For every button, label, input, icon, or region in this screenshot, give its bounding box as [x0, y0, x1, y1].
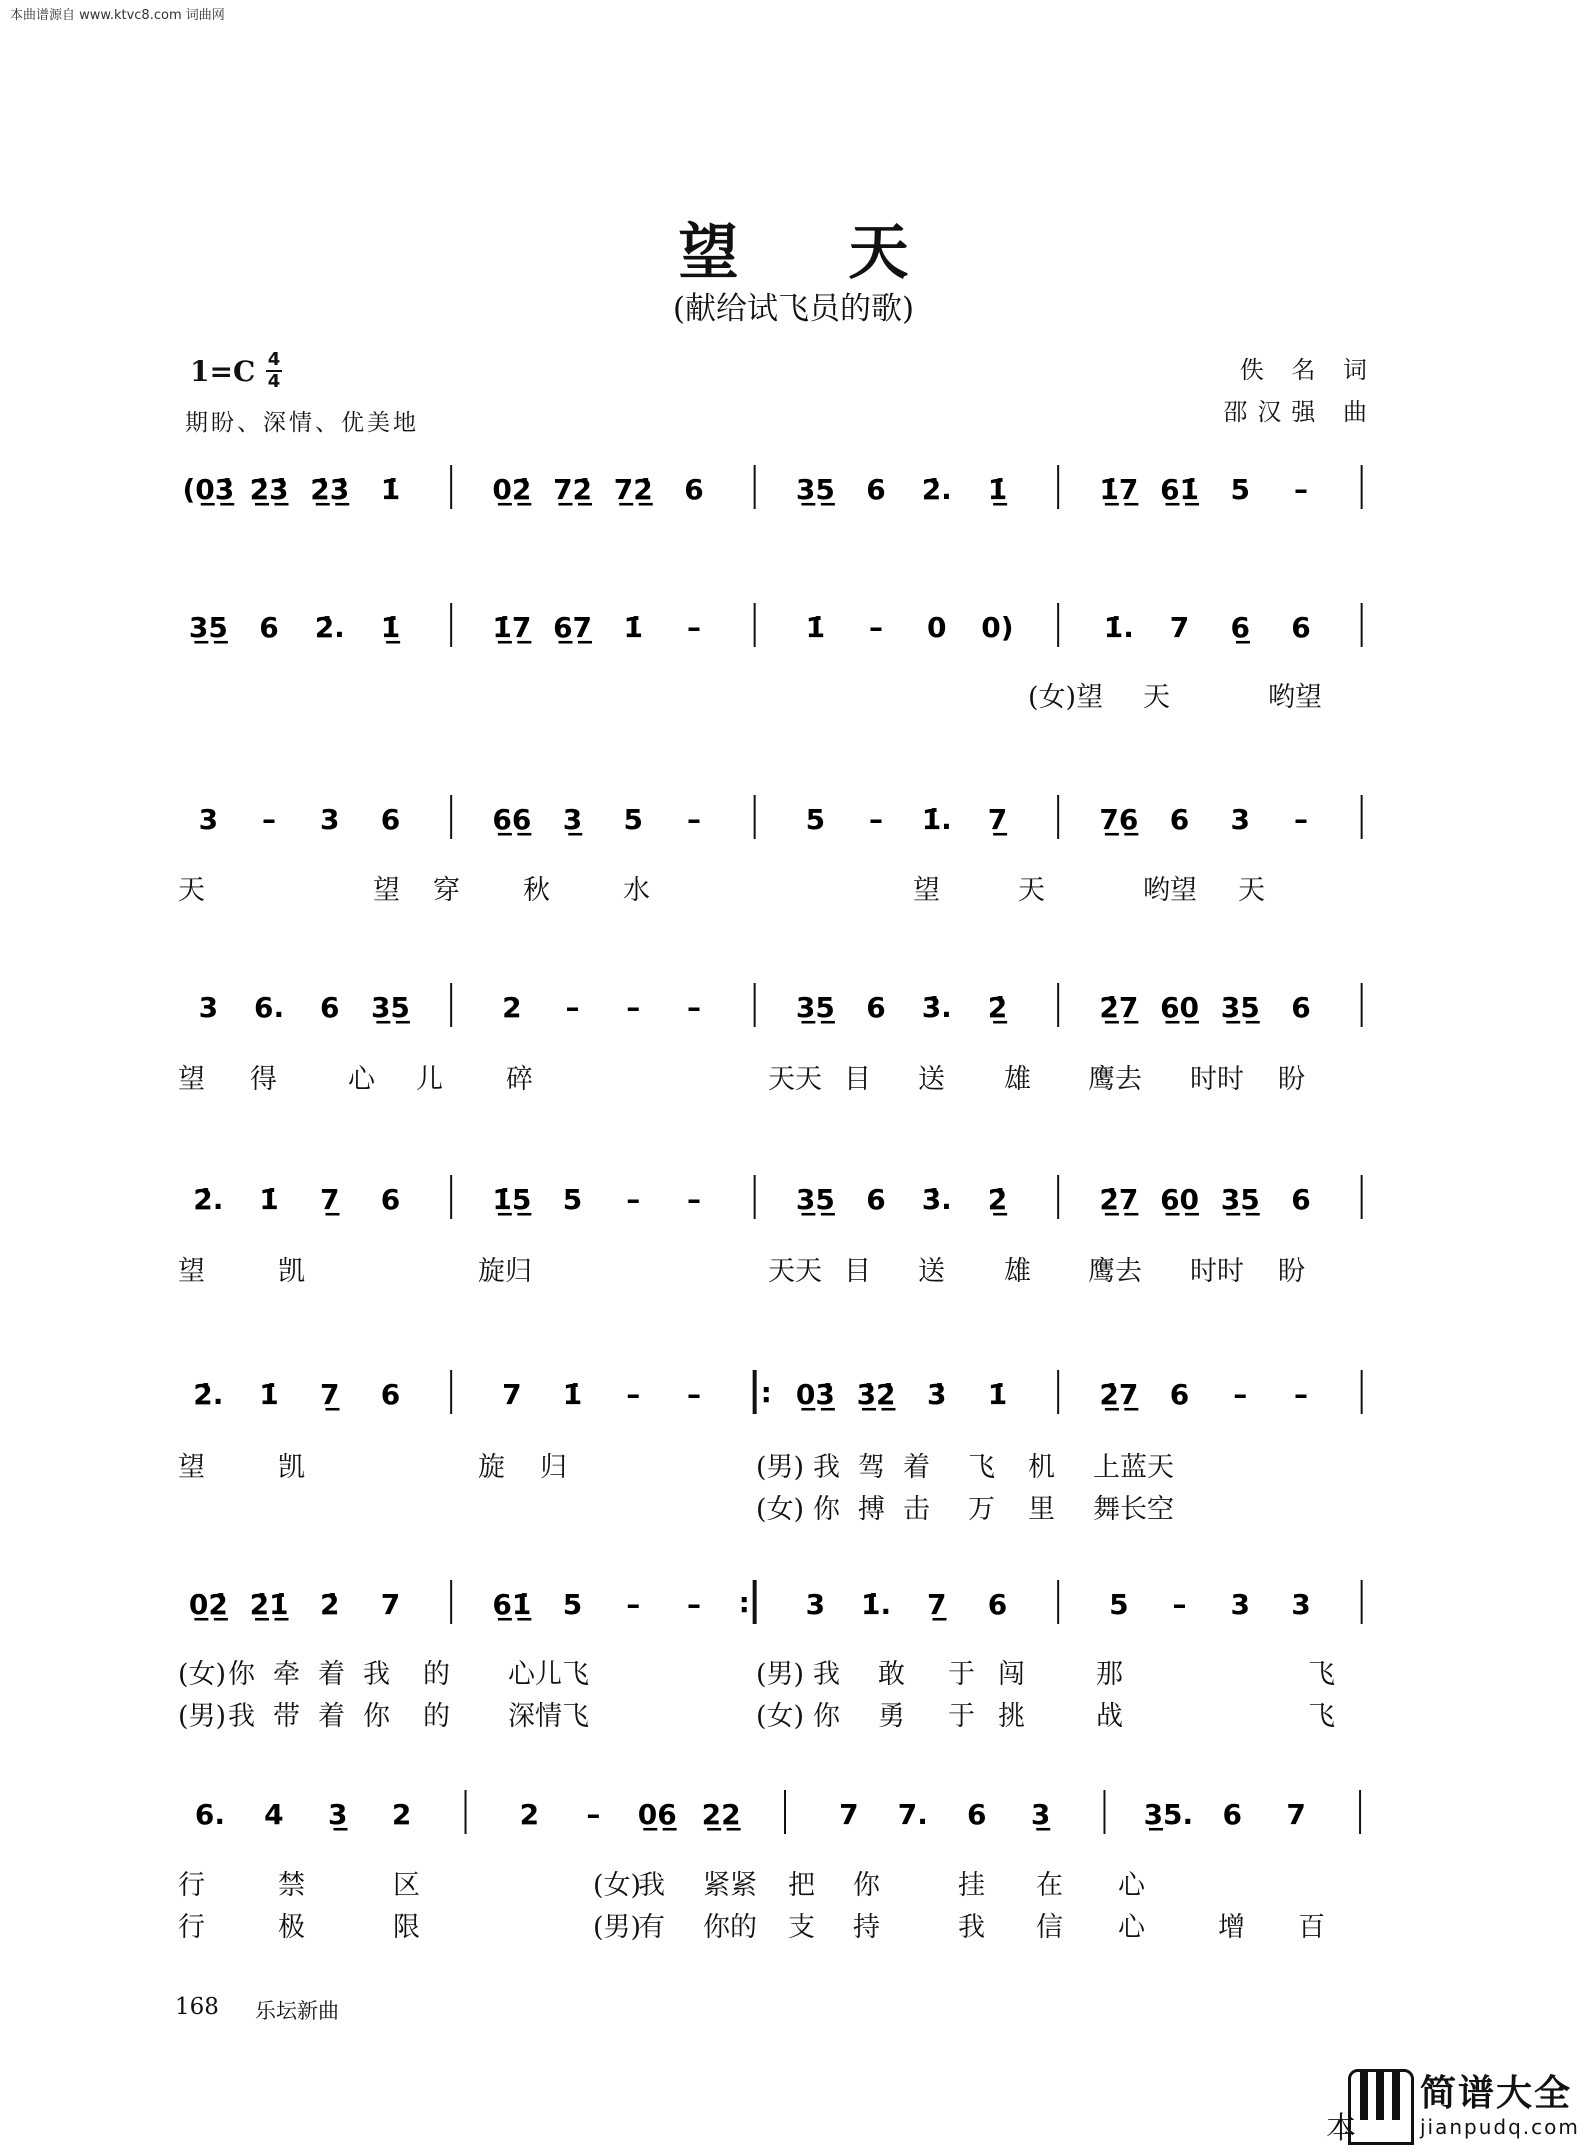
lyric-word: 望 [178, 1452, 205, 1483]
lyric-word: 的 [423, 1659, 450, 1690]
note: – [869, 611, 884, 644]
note: 3̲5̲ [370, 991, 410, 1024]
time-signature [264, 350, 284, 392]
music-line-5 [178, 1175, 1392, 1235]
note: 3̲ [1030, 1798, 1051, 1831]
lyric-word: 时时 [1190, 1064, 1244, 1095]
lyric-word: 我 [638, 1870, 665, 1901]
note: 7 [1286, 1798, 1306, 1831]
note: 3̲ [327, 1798, 348, 1831]
notation-svg [178, 1790, 1392, 1850]
note: 3 [320, 803, 340, 836]
lyric-word: 上蓝天 [1093, 1452, 1174, 1483]
music-line-1 [178, 465, 1392, 525]
lyric-word: 天 [178, 875, 205, 906]
lyric-word: 限 [393, 1912, 420, 1943]
note: 6 [966, 1798, 987, 1831]
note: 1̇ [259, 1183, 279, 1216]
note: 7̲2̲̇ [613, 473, 653, 506]
lyrics-row-7 [178, 1652, 1392, 1690]
lyric-word: 儿 [416, 1064, 443, 1095]
note: 3̇ [927, 1378, 947, 1411]
note: 3̇. [921, 1183, 952, 1216]
lyric-word: 舞长空 [1093, 1494, 1174, 1525]
lyric-word: 碎 [506, 1064, 533, 1095]
note: 7 [839, 1798, 859, 1831]
note: – [686, 611, 701, 644]
note: 3 [198, 803, 219, 836]
lyric-word: 我 [813, 1659, 840, 1690]
note: 1̇. [921, 803, 952, 836]
lyric-word: 深情飞 [508, 1701, 589, 1732]
lyric-word: 里 [1028, 1494, 1055, 1525]
note: 6 [1291, 991, 1311, 1024]
lyrics-row-5 [178, 1445, 1392, 1483]
note: 1̲̇ [987, 473, 1008, 506]
lyric-word: 的 [423, 1701, 450, 1732]
note: 6 [380, 1183, 401, 1216]
lyric-word: 着 [318, 1659, 345, 1690]
lyric-word: 鹰去 [1088, 1256, 1142, 1287]
lyric-word: 送 [918, 1064, 945, 1095]
lyric-word: 盼 [1278, 1256, 1305, 1287]
note: 6 [1291, 1183, 1311, 1216]
lyric-word: 飞 [1308, 1701, 1335, 1732]
composer-credit: 邵汉强 曲 [1223, 398, 1377, 426]
music-line-2 [178, 603, 1392, 663]
note: 1̇. [860, 1588, 892, 1621]
lyric-word: 雄 [1004, 1256, 1031, 1287]
lyric-word: 飞 [968, 1452, 995, 1483]
lyric-word: 天 [1143, 682, 1170, 713]
lyric-word: (女) [756, 1494, 805, 1525]
note: 2̲̇ [987, 1183, 1008, 1216]
note: 6. [194, 1798, 226, 1831]
lyric-word: 目 [844, 1256, 871, 1287]
lyric-word: 鹰去 [1088, 1064, 1142, 1095]
lyric-word: 在 [1036, 1870, 1063, 1901]
note: 1̇. [1103, 611, 1134, 644]
lyric-word: (女) [178, 1659, 227, 1690]
lyric-word: 禁 [278, 1870, 305, 1901]
lyrics-row-9 [178, 1863, 1392, 1901]
lyric-word: 哟望 [1143, 875, 1197, 906]
lyric-word: 心 [1118, 1912, 1145, 1943]
lyrics-row-2 [178, 868, 1392, 906]
note: 2̲̇1̲̇ [249, 1588, 289, 1621]
time-sig-top: 4 [267, 349, 281, 370]
lyric-word: 旋归 [478, 1256, 532, 1287]
note: 3̲5̲ [795, 991, 835, 1024]
note: 2 [519, 1798, 540, 1831]
lyric-word: 我 [228, 1701, 255, 1732]
lyric-word: 望 [178, 1256, 205, 1287]
lyric-word: (女) [756, 1701, 805, 1732]
lyric-word: 送 [918, 1256, 945, 1287]
music-line-8 [178, 1790, 1392, 1850]
lyric-word: 行 [178, 1912, 205, 1943]
lyric-word: 凯 [278, 1452, 305, 1483]
lyric-word: 有 [638, 1912, 665, 1943]
note: 6 [1169, 1378, 1190, 1411]
lyric-word: 战 [1096, 1701, 1123, 1732]
note: 0̲2̲̇ [492, 473, 532, 506]
lyric-word: (男) [178, 1701, 227, 1732]
note: 0̲3̲̇ [795, 1378, 835, 1411]
page-number: 168 [175, 1994, 219, 2020]
lyric-word: 着 [903, 1452, 930, 1483]
magazine-name: 乐坛新曲 [255, 1999, 339, 2023]
logo-stray-char: 本 [1326, 2111, 1356, 2146]
note: 5 [1109, 1588, 1129, 1621]
note: – [1293, 1378, 1308, 1411]
tempo-marking: 期盼、深情、优美地 [185, 410, 419, 436]
note: 5 [562, 1183, 583, 1216]
lyric-word: (男) [756, 1452, 805, 1483]
note: 6 [1291, 611, 1311, 644]
lyric-word: 我 [813, 1452, 840, 1483]
note: – [686, 991, 701, 1024]
note: 7̲ [987, 803, 1008, 836]
note: – [1172, 1588, 1187, 1621]
notation-svg [178, 983, 1392, 1043]
lyric-word: 驾 [858, 1452, 885, 1483]
time-sig-bottom: 4 [267, 371, 281, 392]
lyric-word: 于 [948, 1659, 975, 1690]
note: (0̲3̲̇ [182, 473, 235, 506]
repeat-dots: : [760, 1376, 772, 1409]
note: 6̲7̲ [553, 611, 593, 644]
lyrics-row-8 [178, 1694, 1392, 1732]
lyric-word: 你 [813, 1701, 840, 1732]
lyric-word: 天天 [768, 1256, 822, 1287]
lyric-word: 飞 [1308, 1659, 1335, 1690]
source-watermark: 本曲谱源自 www.ktvc8.com 词曲网 [10, 8, 225, 23]
note: 5 [805, 803, 826, 836]
note: 3 [1291, 1588, 1311, 1621]
lyric-word: 带 [273, 1701, 300, 1732]
note: 6̲6̲ [492, 803, 532, 836]
lyric-word: 我 [958, 1912, 985, 1943]
lyric-word: 行 [178, 1870, 205, 1901]
note: 6̲ [1230, 611, 1250, 644]
lyric-word: 极 [278, 1912, 305, 1943]
note: 7̲ [320, 1183, 340, 1216]
note: 1̇ [805, 611, 826, 644]
note: 1̲̇7̲ [1099, 473, 1139, 506]
lyric-word: 那 [1096, 1659, 1123, 1690]
lyric-word: 增 [1218, 1912, 1245, 1943]
lyric-word: 信 [1036, 1912, 1063, 1943]
note: – [1293, 473, 1308, 506]
note: 5 [623, 803, 643, 836]
note: 7 [502, 1378, 522, 1411]
lyric-word: 闯 [998, 1659, 1025, 1690]
note: 3̇. [921, 991, 952, 1024]
lyricist-credit: 佚 名 词 [1239, 356, 1377, 384]
note: – [626, 1378, 641, 1411]
note: 3̲5̲ [795, 473, 835, 506]
note: 3 [1230, 803, 1250, 836]
note: 4 [264, 1798, 284, 1831]
note: 1̲̇5̲ [492, 1183, 532, 1216]
note: 6 [866, 1183, 886, 1216]
lyric-word: 把 [788, 1870, 815, 1901]
note: – [686, 1183, 701, 1216]
lyric-word: 盼 [1278, 1064, 1305, 1095]
note: – [1293, 803, 1308, 836]
notation-svg [178, 1175, 1392, 1235]
note: 3̲5. [1143, 1798, 1194, 1831]
note: 2̇. [921, 473, 952, 506]
lyric-word: 你 [228, 1659, 255, 1690]
note: 3 [198, 991, 219, 1024]
note: – [1233, 1378, 1248, 1411]
notation-svg [178, 1370, 1392, 1430]
lyric-word: 天 [1018, 875, 1045, 906]
lyric-word: 天天 [768, 1064, 822, 1095]
lyric-word: (男) [593, 1912, 642, 1943]
lyric-word: 望 [178, 1064, 205, 1095]
lyric-word: (女) [593, 1870, 642, 1901]
lyric-word: 敢 [878, 1659, 905, 1690]
lyrics-row-3 [178, 1057, 1392, 1095]
lyric-word: (女)望 [1028, 682, 1104, 713]
lyric-word: (男) [756, 1659, 805, 1690]
logo-url: jianpudq.com [1420, 2115, 1580, 2139]
music-line-7 [178, 1580, 1392, 1640]
lyric-word: 雄 [1004, 1064, 1031, 1095]
note: – [686, 1588, 701, 1621]
note: 6 [987, 1588, 1008, 1621]
music-line-4 [178, 983, 1392, 1043]
note: 6 [684, 473, 704, 506]
note: 6̲1̲̇ [1160, 473, 1200, 506]
note: 6 [259, 611, 279, 644]
lyric-word: 牵 [273, 1659, 300, 1690]
lyric-word: 哟望 [1268, 682, 1322, 713]
lyric-word: 于 [948, 1701, 975, 1732]
note: 2̇. [193, 1183, 224, 1216]
note: 2̲̇7̲ [1099, 1183, 1139, 1216]
lyric-word: 水 [623, 875, 650, 906]
note: – [565, 991, 580, 1024]
note: 6 [380, 1378, 401, 1411]
lyrics-row-1 [178, 675, 1392, 713]
note: 1̇ [623, 611, 643, 644]
lyric-word: 归 [540, 1452, 567, 1483]
lyric-word: 天 [1238, 875, 1265, 906]
note: 3 [1230, 1588, 1250, 1621]
note: 6. [253, 991, 285, 1024]
note: – [626, 991, 641, 1024]
note: – [586, 1798, 601, 1831]
lyrics-row-6 [178, 1487, 1392, 1525]
note: 3̲ [562, 803, 583, 836]
lyric-word: 万 [968, 1494, 995, 1525]
note: 0̲2̲̇ [188, 1588, 228, 1621]
note: 7 [1169, 611, 1190, 644]
note: 0̲6̲ [637, 1798, 677, 1831]
note: 3̲5̲ [188, 611, 228, 644]
note: – [626, 1588, 641, 1621]
repeat-dots: : [738, 1586, 750, 1619]
note: 6 [380, 803, 401, 836]
note: 2 [391, 1798, 412, 1831]
note: 6 [1169, 803, 1190, 836]
lyric-word: 紧紧 [703, 1870, 757, 1901]
note: 6̲0̲ [1160, 991, 1200, 1024]
note: 2̇ [320, 1588, 340, 1621]
note: 2̇. [314, 611, 345, 644]
lyric-word: 勇 [878, 1701, 905, 1732]
lyric-word: 心儿飞 [508, 1659, 589, 1690]
note: 2̲̇3̲̇ [249, 473, 289, 506]
music-line-6 [178, 1370, 1392, 1430]
note: 7. [897, 1798, 928, 1831]
note: 1̇ [380, 473, 401, 506]
note: 5 [1230, 473, 1250, 506]
note: 1̲̇ [380, 611, 401, 644]
note: 0 [927, 611, 947, 644]
note: 2̲̇3̲̇ [310, 473, 350, 506]
note: 1̇ [562, 1378, 583, 1411]
note: 6 [1222, 1798, 1243, 1831]
song-subtitle: (献给试飞员的歌) [672, 291, 915, 327]
note: – [686, 1378, 701, 1411]
lyric-word: 你的 [703, 1912, 757, 1943]
lyric-word: 挂 [958, 1870, 985, 1901]
note: 5 [562, 1588, 583, 1621]
music-line-3 [178, 795, 1392, 855]
note: 6 [320, 991, 340, 1024]
lyric-word: 你 [813, 1494, 840, 1525]
note: 7̲2̲̇ [553, 473, 593, 506]
note: 2̲̇ [987, 991, 1008, 1024]
lyric-word: 你 [853, 1870, 880, 1901]
lyric-word: 挑 [998, 1701, 1025, 1732]
note: 3̲5̲ [1220, 991, 1260, 1024]
lyric-word: 机 [1028, 1452, 1055, 1483]
note: 2̇. [193, 1378, 224, 1411]
notation-svg [178, 465, 1392, 525]
lyric-word: 时时 [1190, 1256, 1244, 1287]
logo-name: 简谱大全 [1420, 2073, 1573, 2114]
note: 7̲6̲ [1099, 803, 1139, 836]
note: 6̲0̲ [1160, 1183, 1200, 1216]
lyric-word: 望 [913, 875, 940, 906]
piano-keys-icon [1348, 2069, 1414, 2145]
note: 1̇ [259, 1378, 279, 1411]
note: 3̲̇2̲̇ [856, 1378, 896, 1411]
lyric-word: 持 [853, 1912, 880, 1943]
note: 6 [866, 473, 886, 506]
lyric-word: 旋 [478, 1452, 505, 1483]
note: 7̲ [927, 1588, 947, 1621]
note: 7 [380, 1588, 401, 1621]
notation-svg [178, 603, 1392, 663]
song-title: 望天 [678, 218, 1019, 288]
lyrics-row-10 [178, 1905, 1392, 1943]
note: 0) [981, 611, 1014, 644]
note: – [686, 803, 701, 836]
lyric-word: 百 [1298, 1912, 1325, 1943]
note: 3 [805, 1588, 826, 1621]
note: 6 [866, 991, 886, 1024]
lyric-word: 秋 [523, 875, 550, 906]
lyric-word: 得 [250, 1064, 277, 1095]
note: 7̲ [320, 1378, 340, 1411]
lyric-word: 心 [348, 1064, 375, 1095]
note: – [626, 1183, 641, 1216]
lyric-word: 心 [1118, 1870, 1145, 1901]
note: – [869, 803, 884, 836]
note: 1̇ [987, 1378, 1008, 1411]
lyric-word: 搏 [858, 1494, 885, 1525]
note: 3̲5̲ [795, 1183, 835, 1216]
lyric-word: 你 [363, 1701, 390, 1732]
note: 2̲̇7̲ [1099, 991, 1139, 1024]
note: 2̲2̲ [701, 1798, 741, 1831]
lyric-word: 击 [903, 1494, 930, 1525]
lyric-word: 我 [363, 1659, 390, 1690]
note: 2̲̇7̲ [1099, 1378, 1139, 1411]
lyric-word: 区 [393, 1870, 420, 1901]
lyric-word: 凯 [278, 1256, 305, 1287]
lyrics-row-4 [178, 1249, 1392, 1287]
key-signature: 1=C [190, 355, 256, 388]
note: 6̲1̲̇ [492, 1588, 532, 1621]
lyric-word: 望 [373, 875, 400, 906]
lyric-word: 支 [788, 1912, 815, 1943]
note: 1̲̇7̲ [492, 611, 532, 644]
site-logo [1326, 2065, 1587, 2154]
lyric-word: 穿 [433, 875, 460, 906]
lyric-word: 目 [844, 1064, 871, 1095]
note: 3̲5̲ [1220, 1183, 1260, 1216]
note: – [262, 803, 277, 836]
lyric-word: 着 [318, 1701, 345, 1732]
notation-svg [178, 795, 1392, 855]
note: 2 [502, 991, 522, 1024]
notation-svg [178, 1580, 1392, 1640]
